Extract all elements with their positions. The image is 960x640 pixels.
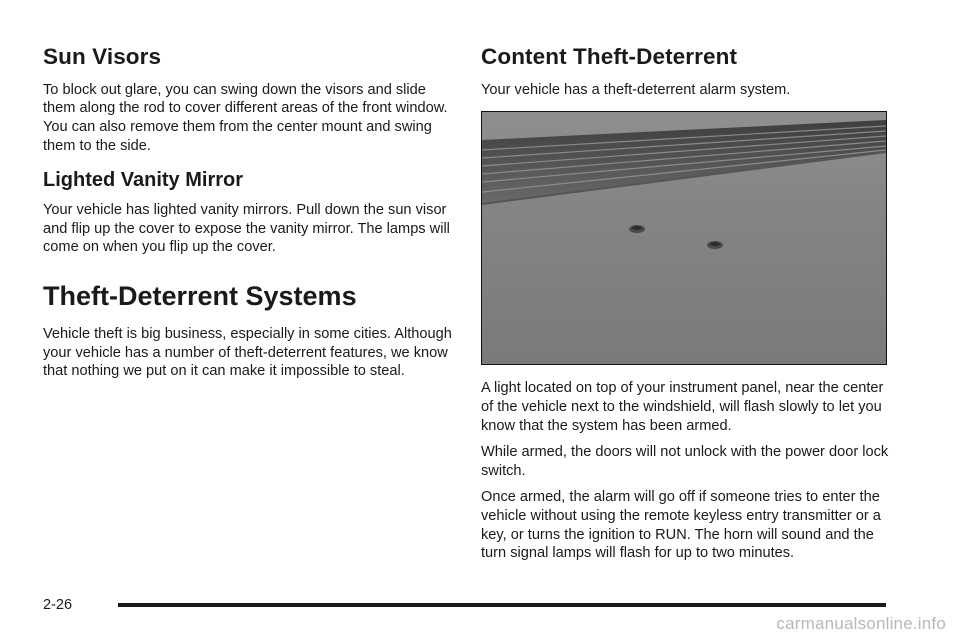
sun-visors-text: To block out glare, you can swing down the visors and slide them along the rod to cover different areas of the front window. You can also remove them from the center mount and swing them to the side. — [43, 81, 448, 154]
instrument-panel-illustration — [482, 112, 886, 364]
content-theft-deterrent-paragraph-3: Once armed, the alarm will go off if someone tries to enter the vehicle without using the remote keyless entry transmitter or a key, or turns the ignition to RUN. The horn will sound and the turn signal lamps will flash for up to two minutes. — [481, 489, 881, 562]
left-column — [43, 44, 453, 389]
content-theft-deterrent-paragraph-2: While armed, the doors will not unlock with the power door lock switch. — [481, 444, 889, 479]
lighted-vanity-mirror-text: Your vehicle has lighted vanity mirrors. Pull down the sun visor and flip up the cover to expose the vanity mirror. The lamps will come on when you flip up the cover. — [43, 202, 450, 256]
page-number: 2-26 — [43, 597, 73, 613]
footer-rule — [118, 603, 886, 607]
lighted-vanity-mirror-heading: Lighted Vanity Mirror — [43, 169, 244, 192]
content-theft-deterrent-intro: Your vehicle has a theft-deterrent alarm system. — [481, 81, 791, 98]
watermark-text: carmanualsonline.info — [776, 614, 946, 633]
instrument-panel-photo — [481, 111, 887, 365]
right-column — [481, 44, 891, 571]
theft-deterrent-systems-heading: Theft-Deterrent Systems — [43, 281, 357, 312]
content-theft-deterrent-heading: Content Theft-Deterrent — [481, 44, 738, 69]
content-theft-deterrent-paragraph-1: A light located on top of your instrument panel, near the center of the vehicle next to the windshield, will flash slowly to let you know that the system has been armed. — [481, 380, 884, 434]
sun-visors-heading: Sun Visors — [43, 44, 162, 69]
theft-deterrent-systems-text: Vehicle theft is big business, especially in some cities. Although your vehicle has a number of theft-deterrent features, we know that nothing we put on it can make it impossible to steal. — [43, 326, 452, 380]
